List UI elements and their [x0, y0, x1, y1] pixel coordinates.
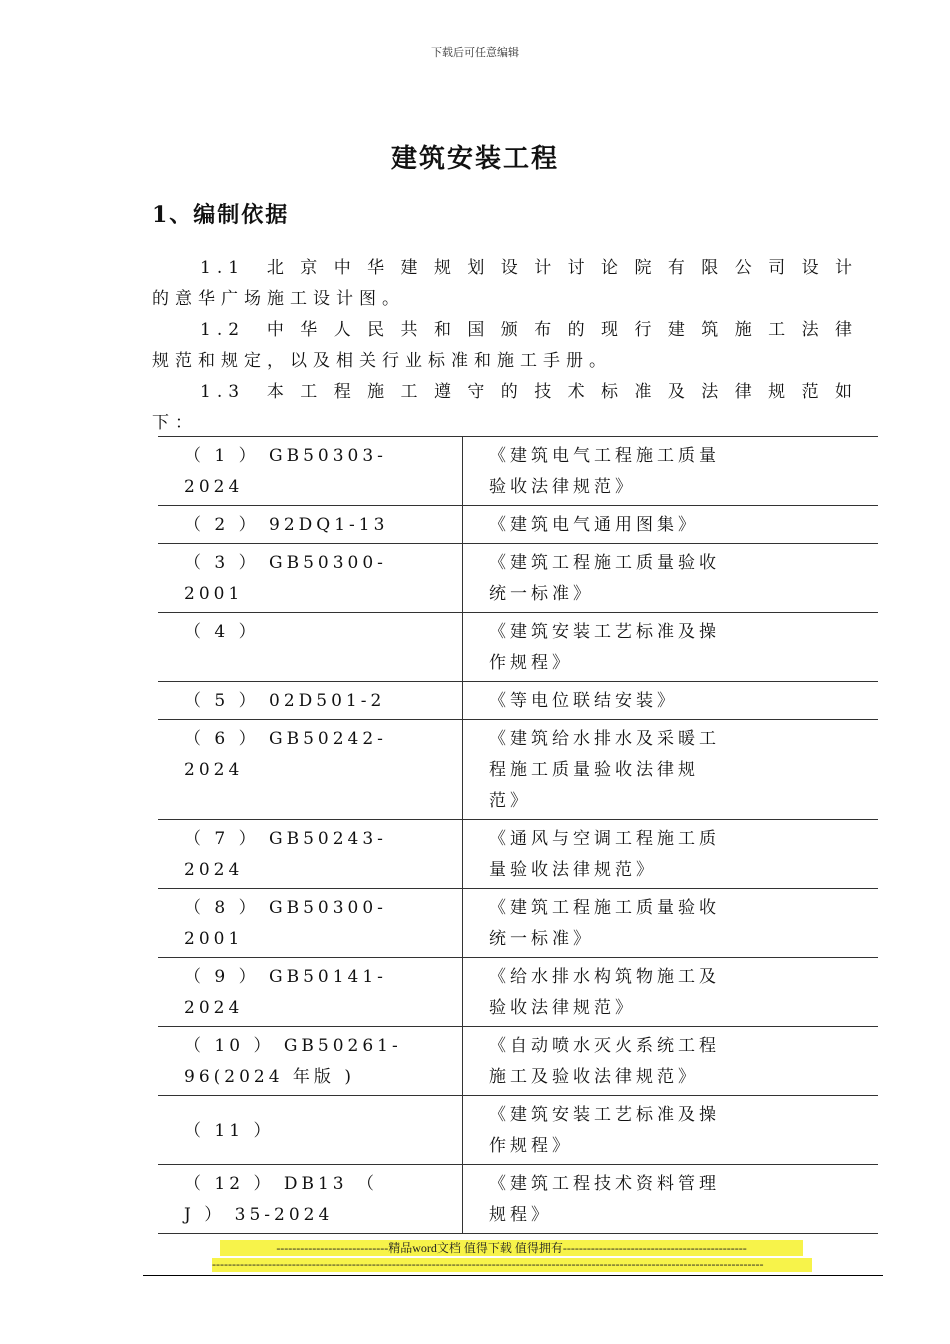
standard-code-line: 2024 [184, 477, 244, 497]
standard-title-line: 验收法律规范》 [489, 998, 636, 1018]
basis-paragraphs [152, 253, 858, 439]
standards-table-row [158, 682, 878, 720]
standard-title-line: 《建筑工程技术资料管理 [489, 1174, 720, 1194]
standards-table-row [158, 820, 878, 889]
page-header-note: 下载后可任意编辑 [431, 46, 519, 59]
standard-code-cell [158, 682, 463, 720]
standard-title-cell [463, 1027, 879, 1096]
standards-table-row [158, 1096, 878, 1165]
standard-code-line: 2024 [184, 998, 244, 1018]
paragraph-2-line-2: 规范和规定，以及相关行业标准和施工手册。 [152, 351, 612, 371]
standard-code-line: 2001 [184, 929, 244, 949]
standard-code-line: （ 2 ） 92DQ1-13 [184, 515, 389, 535]
standard-title-line: 《建筑给水排水及采暖工 [489, 729, 720, 749]
standard-code-cell [158, 544, 463, 613]
standard-title-line: 施工及验收法律规范》 [489, 1067, 699, 1087]
footer-banner: ----------------------------精品word文档 值得下载 值得拥有---------------------------------------------- [220, 1240, 803, 1256]
standard-title-line: 《给水排水构筑物施工及 [489, 967, 720, 987]
standard-title-line: 《等电位联结安装》 [489, 691, 678, 711]
standards-table-row [158, 889, 878, 958]
standard-title-cell [463, 544, 879, 613]
standard-code-cell [158, 506, 463, 544]
standard-title-line: 统一标准》 [489, 584, 594, 604]
standard-title-cell [463, 506, 879, 544]
standard-code-line: 2001 [184, 584, 244, 604]
paragraph-1-line-2: 的意华广场施工设计图。 [152, 289, 405, 309]
standard-code-line: 2024 [184, 760, 244, 780]
standards-table-row [158, 613, 878, 682]
standard-title-line: 作规程》 [489, 1136, 573, 1156]
standard-title-line: 《建筑安装工艺标准及操 [489, 622, 720, 642]
paragraph-2-line-1: 1.2 中华人民共和国颁布的现行建筑施工法律 [200, 320, 858, 340]
standards-table-row [158, 506, 878, 544]
standard-title-line: 统一标准》 [489, 929, 594, 949]
standard-title-cell [463, 720, 879, 820]
standard-code-line: （ 9 ） GB50141- [184, 967, 387, 987]
standards-table-row [158, 1165, 878, 1234]
standard-code-cell [158, 720, 463, 820]
standard-code-cell [158, 1096, 463, 1165]
standard-code-line: （ 7 ） GB50243- [184, 829, 387, 849]
standard-code-line: （ 12 ） DB13 （ [184, 1174, 379, 1194]
standard-title-cell [463, 1096, 879, 1165]
standard-title-line: 范》 [489, 791, 531, 811]
standards-table-row [158, 1027, 878, 1096]
standard-code-line: （ 10 ） GB50261- [184, 1036, 402, 1056]
standard-code-cell [158, 889, 463, 958]
standards-table-row [158, 437, 878, 506]
standard-code-line: （ 1 ） GB50303- [184, 446, 387, 466]
standard-title-cell [463, 437, 879, 506]
standard-title-line: 《建筑电气工程施工质量 [489, 446, 720, 466]
standard-code-cell [158, 1165, 463, 1234]
standard-title-cell [463, 958, 879, 1027]
standard-code-line: （ 4 ） [184, 622, 260, 642]
standard-code-cell [158, 437, 463, 506]
standard-title-cell [463, 889, 879, 958]
standard-code-cell [158, 613, 463, 682]
standard-title-line: 《建筑安装工艺标准及操 [489, 1105, 720, 1125]
standard-title-cell [463, 820, 879, 889]
standard-code-cell [158, 1027, 463, 1096]
standard-code-line: 96(2024 年版 ) [184, 1067, 355, 1087]
standard-title-cell [463, 1165, 879, 1234]
standard-code-line: （ 11 ） [184, 1120, 275, 1141]
standard-title-line: 《通风与空调工程施工质 [489, 829, 720, 849]
standard-code-line: J ） 35-2024 [184, 1205, 334, 1225]
footer-dashes: ------------------------------------------------------------------------------------------------------------------------------------------ [212, 1258, 812, 1272]
standard-title-line: 《自动喷水灭火系统工程 [489, 1036, 720, 1056]
standard-title-line: 程施工质量验收法律规 [489, 760, 699, 780]
section-heading: 1、编制依据 [152, 202, 290, 228]
standard-title-line: 《建筑电气通用图集》 [489, 515, 699, 535]
standard-title-line: 《建筑工程施工质量验收 [489, 553, 720, 573]
standard-code-line: （ 6 ） GB50242- [184, 729, 387, 749]
standard-title-cell [463, 613, 879, 682]
standard-title-line: 规程》 [489, 1205, 552, 1225]
paragraph-1-line-1: 1.1 北京中华建规划设计讨论院有限公司设计 [200, 258, 858, 278]
standard-code-cell [158, 820, 463, 889]
standards-table [158, 436, 878, 1234]
standard-code-line: 2024 [184, 860, 244, 880]
standard-title-cell [463, 682, 879, 720]
standards-table-row [158, 720, 878, 820]
footer-rule [143, 1275, 883, 1276]
standard-code-line: （ 3 ） GB50300- [184, 553, 387, 573]
standard-title-line: 《建筑工程施工质量验收 [489, 898, 720, 918]
standard-code-line: （ 5 ） 02D501-2 [184, 691, 386, 711]
paragraph-3-line-1: 1.3 本工程施工遵守的技术标准及法律规范如 [200, 382, 858, 402]
standard-code-cell [158, 958, 463, 1027]
standard-code-line: （ 8 ） GB50300- [184, 898, 387, 918]
standards-table-row [158, 958, 878, 1027]
document-title: 建筑安装工程 [390, 144, 559, 174]
standard-title-line: 量验收法律规范》 [489, 860, 657, 880]
standard-title-line: 验收法律规范》 [489, 477, 636, 497]
standards-table-row [158, 544, 878, 613]
standard-title-line: 作规程》 [489, 653, 573, 673]
paragraph-3-line-2: 下： [152, 413, 198, 433]
